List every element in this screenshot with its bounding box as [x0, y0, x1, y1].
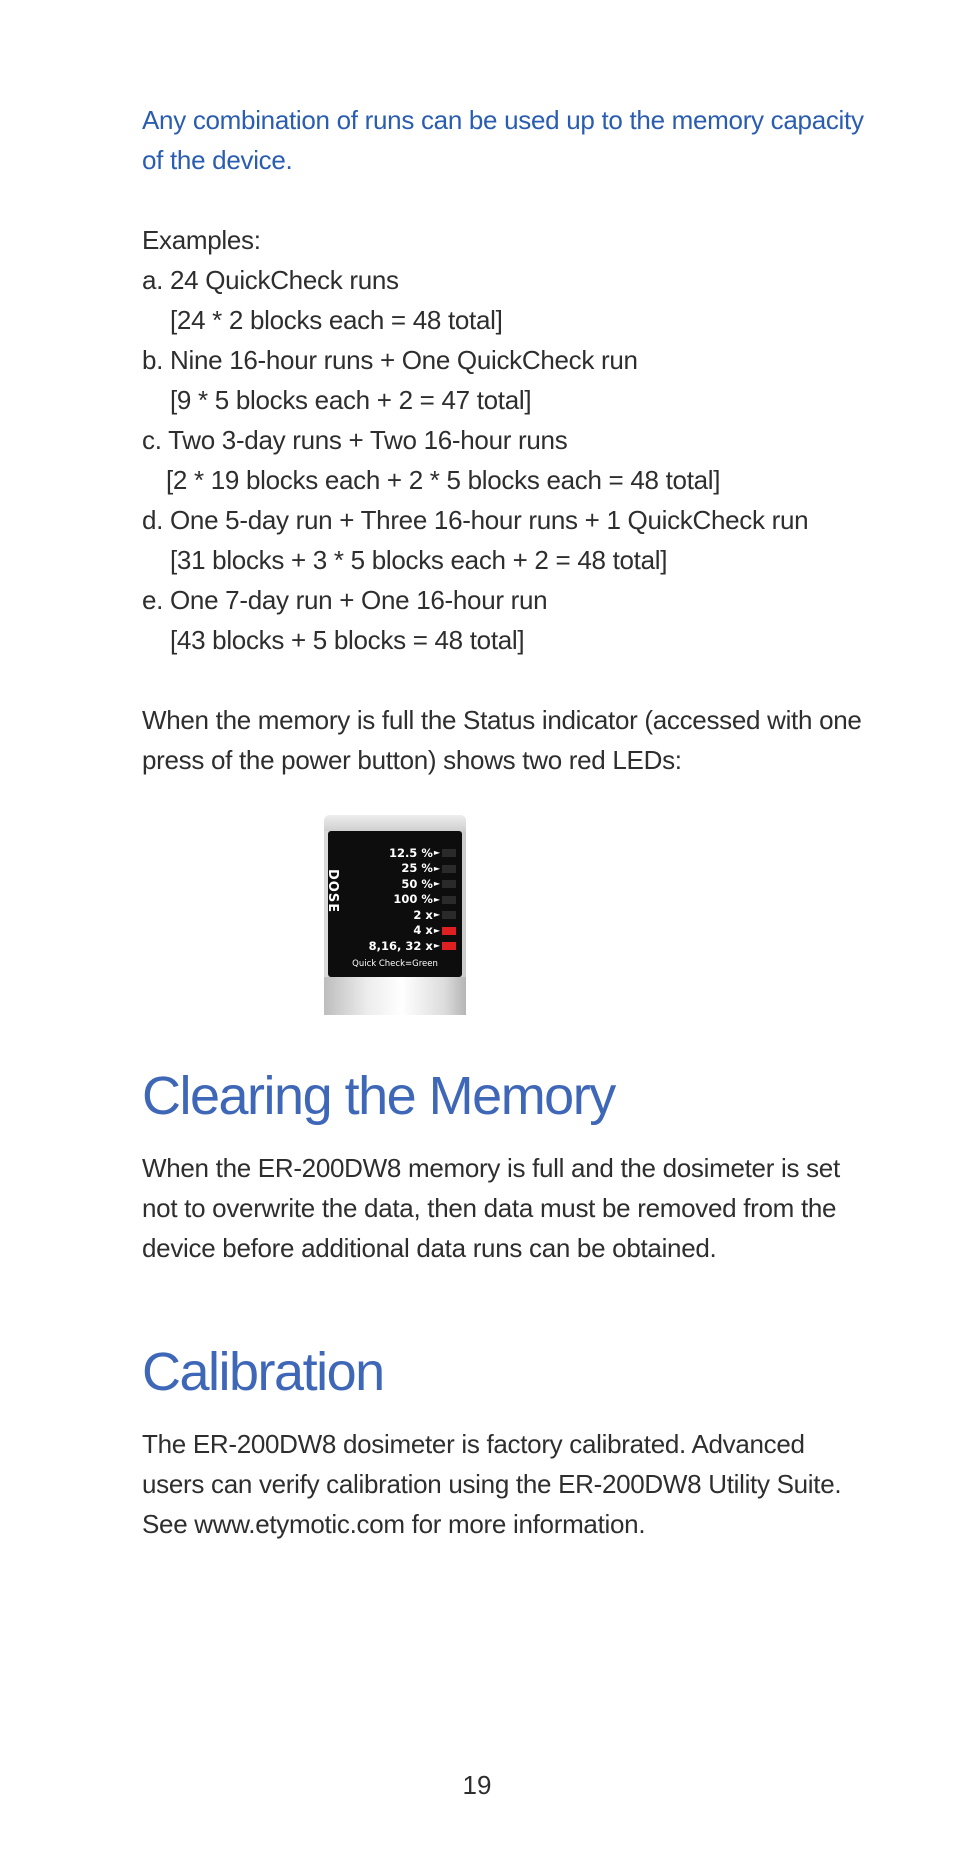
led-off [442, 880, 456, 888]
intro-note: Any combination of runs can be used up to the memory capacity of the device. [142, 105, 864, 175]
status-panel [325, 831, 462, 977]
calibration-text: The ER-200DW8 dosimeter is factory calibrated. Advanced users can verify calibration using the ER-200DW8 Utility Suite. See www.etymotic.com for more information. [142, 1429, 842, 1539]
led-row-label: 4 x ► [413, 923, 440, 938]
example-a-calc: [24 * 2 blocks each = 48 total] [170, 305, 503, 335]
device-body [324, 977, 466, 1015]
led-off [442, 849, 456, 857]
page-number: 19 [462, 1770, 492, 1800]
clearing-memory-text: When the ER-200DW8 memory is full and the dosimeter is set not to overwrite the data, then data must be removed from the device before additional data runs can be obtained. [142, 1153, 840, 1263]
example-b-label: b. Nine 16-hour runs + One QuickCheck run [142, 345, 638, 375]
example-a-label: a. 24 QuickCheck runs [142, 265, 399, 295]
page-content [142, 100, 882, 802]
device-top-cap [324, 815, 466, 831]
dosimeter-status-image [324, 815, 466, 1015]
dose-label: DOSE [325, 869, 340, 914]
example-c-calc: [2 * 19 blocks each + 2 * 5 blocks each = 48 total] [166, 465, 721, 495]
led-row-label: 25 % ► [401, 861, 440, 876]
clearing-memory-heading: Clearing the Memory [142, 1066, 615, 1126]
arrow-icon: ► [433, 925, 440, 935]
led-off [442, 896, 456, 904]
led-off [442, 865, 456, 873]
example-c-label: c. Two 3-day runs + Two 16-hour runs [142, 425, 568, 455]
calibration-heading: Calibration [142, 1342, 384, 1402]
led-row-label: 2 x ► [413, 907, 440, 922]
examples-heading: Examples: [142, 225, 261, 255]
arrow-icon: ► [433, 894, 440, 904]
quickcheck-label: Quick Check=Green [352, 959, 438, 969]
arrow-icon: ► [433, 910, 440, 920]
led-off [442, 911, 456, 919]
led-row-label: 8,16, 32 x ► [368, 938, 440, 953]
arrow-icon: ► [433, 863, 440, 873]
arrow-icon: ► [433, 879, 440, 889]
led-red-on [442, 927, 456, 935]
led-row-label: 50 % ► [401, 876, 440, 891]
example-e-calc: [43 blocks + 5 blocks = 48 total] [170, 625, 525, 655]
led-label-column [369, 845, 440, 954]
example-e-label: e. One 7-day run + One 16-hour run [142, 585, 548, 615]
example-d-label: d. One 5-day run + Three 16-hour runs + 1 QuickCheck run [142, 505, 809, 535]
example-d-calc: [31 blocks + 3 * 5 blocks each + 2 = 48 total] [170, 545, 668, 575]
examples-list [142, 220, 882, 660]
led-red-on [442, 942, 456, 950]
led-row-label: 100 % ► [393, 892, 440, 907]
example-b-calc: [9 * 5 blocks each + 2 = 47 total] [170, 385, 532, 415]
arrow-icon: ► [433, 848, 440, 858]
memory-full-text: When the memory is full the Status indicator (accessed with one press of the power button) shows two red LEDs: [142, 705, 862, 775]
arrow-icon: ► [433, 941, 440, 951]
led-row-label: 12.5 % ► [388, 845, 440, 860]
